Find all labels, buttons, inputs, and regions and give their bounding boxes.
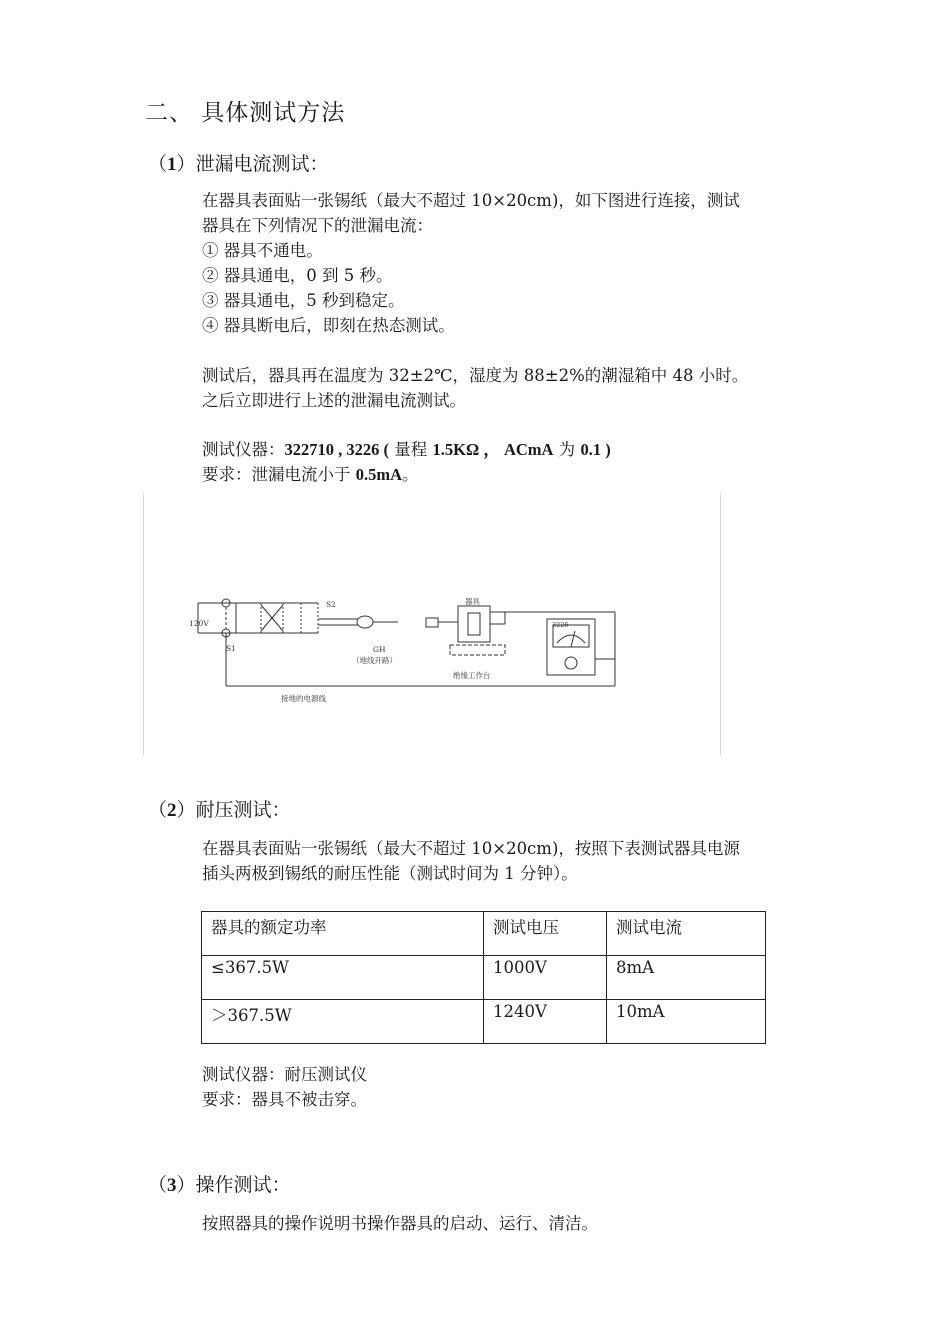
section3-number: 3 — [167, 1175, 177, 1196]
section2-prefix: （ — [148, 799, 168, 821]
section3-title — [148, 1170, 291, 1197]
table-cell: 1240V — [484, 1000, 607, 1044]
label-s1: S1 — [226, 644, 236, 653]
table-header-row — [202, 912, 766, 956]
humidity-note-line1: 测试后，器具再在温度为 32±2℃，湿度为 88±2%的潮湿箱中 48 小时。 — [202, 366, 749, 385]
list-item: ② 器具通电，0 到 5 秒。 — [202, 266, 393, 285]
section1-intro-line1: 在器具表面贴一张锡纸（最大不超过 10×20cm)，如下图进行连接，测试 — [202, 191, 740, 210]
range-value: 1.5KΩ — [432, 440, 480, 459]
instrument-label: 测试仪器： — [202, 440, 285, 459]
label-gh: GH — [373, 645, 386, 654]
requirement-end: 。 — [402, 465, 419, 484]
table-cell: ＞367.5W — [202, 1000, 484, 1044]
range-label: 量程 — [389, 440, 433, 459]
table-row — [202, 956, 766, 1000]
section1-intro-line2: 器具在下列情况下的泄漏电流： — [202, 216, 433, 235]
label-120v: 120V — [189, 619, 209, 628]
instrument-separator-2: ， — [479, 440, 504, 459]
table-header-cell: 测试电流 — [607, 912, 766, 956]
section-heading: 二、 具体测试方法 — [145, 100, 346, 126]
section1-number: 1 — [167, 154, 177, 175]
circuit-diagram-svg — [143, 493, 721, 756]
table-cell: ≤367.5W — [202, 956, 484, 1000]
leakage-requirement — [202, 462, 419, 487]
label-meter: 3226 — [552, 621, 569, 629]
instrument-model-2: 3226 ( — [346, 440, 389, 459]
list-item: ① 器具不通电。 — [202, 241, 323, 260]
label-s2: S2 — [326, 600, 336, 609]
withstand-instrument: 测试仪器：耐压测试仪 — [202, 1065, 367, 1084]
section2-title-text: ）耐压测试： — [176, 799, 291, 821]
section1-prefix: （ — [148, 153, 168, 175]
label-ground-cord: 接地的电源线 — [281, 694, 326, 703]
acma-label: ACmA — [503, 440, 554, 459]
label-bench: 绝缘工作台 — [453, 671, 491, 680]
operation-test-text: 按照器具的操作说明书操作器具的启动、运行、清洁。 — [202, 1214, 598, 1233]
leakage-instrument — [202, 437, 611, 462]
section1-title-text: ）泄漏电流测试： — [176, 153, 329, 175]
list-item: ③ 器具通电，5 秒到稳定。 — [202, 291, 405, 310]
withstand-voltage-table — [201, 911, 766, 1044]
section1-title — [148, 149, 329, 176]
table-header-cell: 器具的额定功率 — [202, 912, 484, 956]
instrument-separator: , — [334, 440, 347, 459]
section2-intro-line1: 在器具表面贴一张锡纸（最大不超过 10×20cm)，按照下表测试器具电源 — [202, 839, 740, 858]
table-row — [202, 1000, 766, 1044]
list-item: ④ 器具断电后，即刻在热态测试。 — [202, 316, 455, 335]
section2-number: 2 — [167, 800, 177, 821]
section2-title — [148, 795, 291, 822]
label-gh-note: （地线开路） — [352, 656, 397, 665]
table-cell: 8mA — [607, 956, 766, 1000]
requirement-value: 0.5mA — [355, 465, 403, 484]
humidity-note-line2: 之后立即进行上述的泄漏电流测试。 — [202, 391, 466, 410]
table-header-cell: 测试电压 — [484, 912, 607, 956]
instrument-model-1: 322710 — [284, 440, 334, 459]
section2-intro-line2: 插头两极到锡纸的耐压性能（测试时间为 1 分钟）。 — [202, 864, 578, 883]
label-device: 器具 — [465, 597, 480, 606]
acma-value: 0.1 ) — [580, 440, 611, 459]
table-cell: 10mA — [607, 1000, 766, 1044]
leakage-test-diagram — [143, 493, 721, 756]
section3-title-text: ）操作测试： — [176, 1174, 291, 1196]
for-label: 为 — [553, 440, 581, 459]
table-cell: 1000V — [484, 956, 607, 1000]
section3-prefix: （ — [148, 1174, 168, 1196]
withstand-requirement: 要求：器具不被击穿。 — [202, 1090, 367, 1109]
requirement-label: 要求：泄漏电流小于 — [202, 465, 356, 484]
